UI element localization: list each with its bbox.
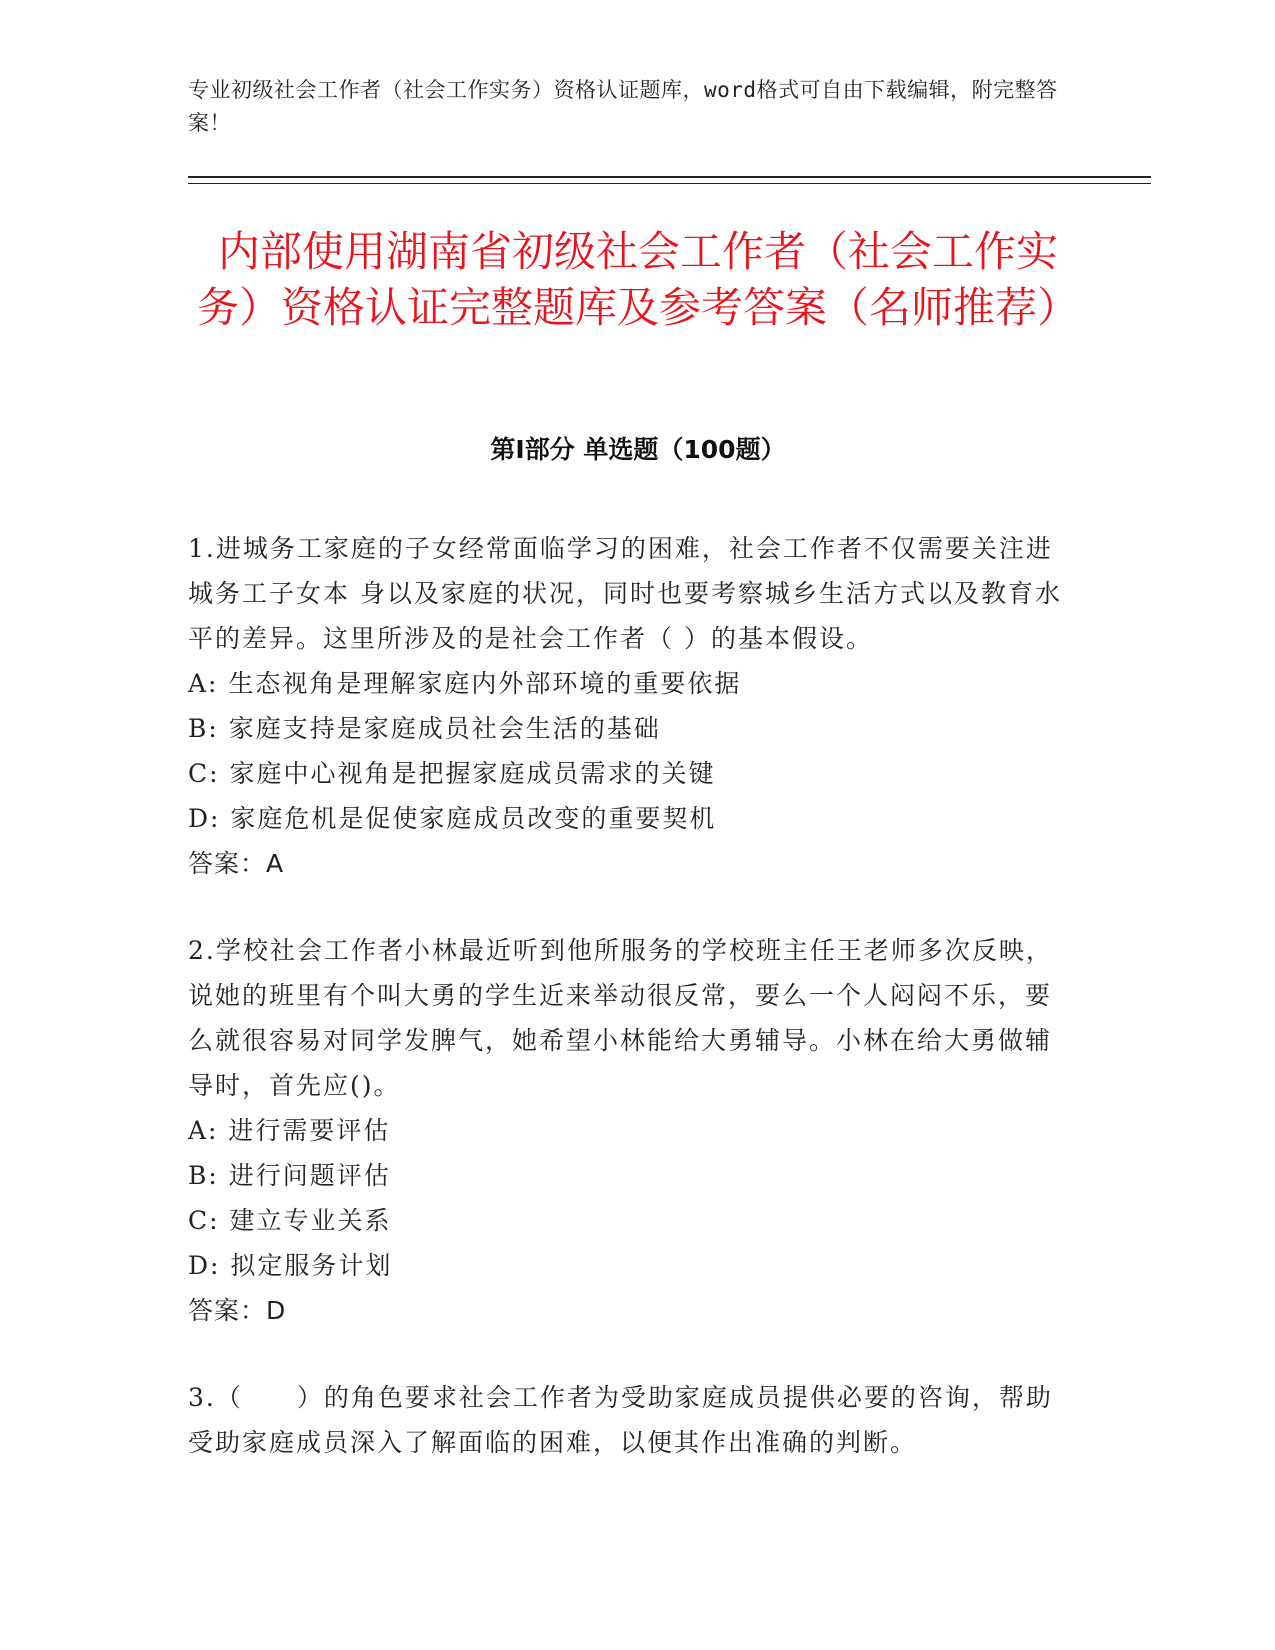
option-c: C: 建立专业关系 [188,1206,392,1235]
document-title: 内部使用湖南省初级社会工作者（社会工作实务）资格认证完整题库及参考答案（名师推荐） [196,227,1079,332]
option-b: B: 家庭支持是家庭成员社会生活的基础 [188,714,661,743]
answer: 答案：D [188,1296,287,1325]
option-c: C: 家庭中心视角是把握家庭成员需求的关键 [188,759,716,788]
option-b: B: 进行问题评估 [188,1161,391,1190]
option-a: A: 生态视角是理解家庭内外部环境的重要依据 [188,669,742,698]
header-note: 专业初级社会工作者（社会工作实务）资格认证题库，word格式可自由下载编辑，附完整答案！ [188,78,1058,135]
header-divider-thin [188,183,1151,184]
option-d: D: 家庭危机是促使家庭成员改变的重要契机 [188,804,717,833]
header-divider-thick [188,176,1151,178]
question-3 [188,1375,1068,1465]
question-stem: 1.进城务工家庭的子女经常面临学习的困难，社会工作者不仅需要关注进城务工子女本 身以及家庭的状况，同时也要考察城乡生活方式以及教育水平的差异。这里所涉及的是社会工作者（ ）的基本假设。 [188,534,1062,653]
question-list [188,526,1068,1507]
section-title: 第Ⅰ部分 单选题（100题） [490,435,786,464]
question-stem: 2.学校社会工作者小林最近听到他所服务的学校班主任王老师多次反映，说她的班里有个叫大勇的学生近来举动很反常，要么一个人闷闷不乐，要么就很容易对同学发脾气，她希望小林能给大勇辅导。小林在给大勇做辅导时，首先应()。 [188,936,1053,1100]
option-a: A: 进行需要评估 [188,1116,391,1145]
question-1 [188,526,1068,886]
question-stem: 3.（ ）的角色要求社会工作者为受助家庭成员提供必要的咨询，帮助受助家庭成员深入了解面临的困难，以便其作出准确的判断。 [188,1383,1053,1457]
option-d: D: 拟定服务计划 [188,1251,393,1280]
answer: 答案：A [188,849,285,878]
question-2 [188,928,1068,1333]
